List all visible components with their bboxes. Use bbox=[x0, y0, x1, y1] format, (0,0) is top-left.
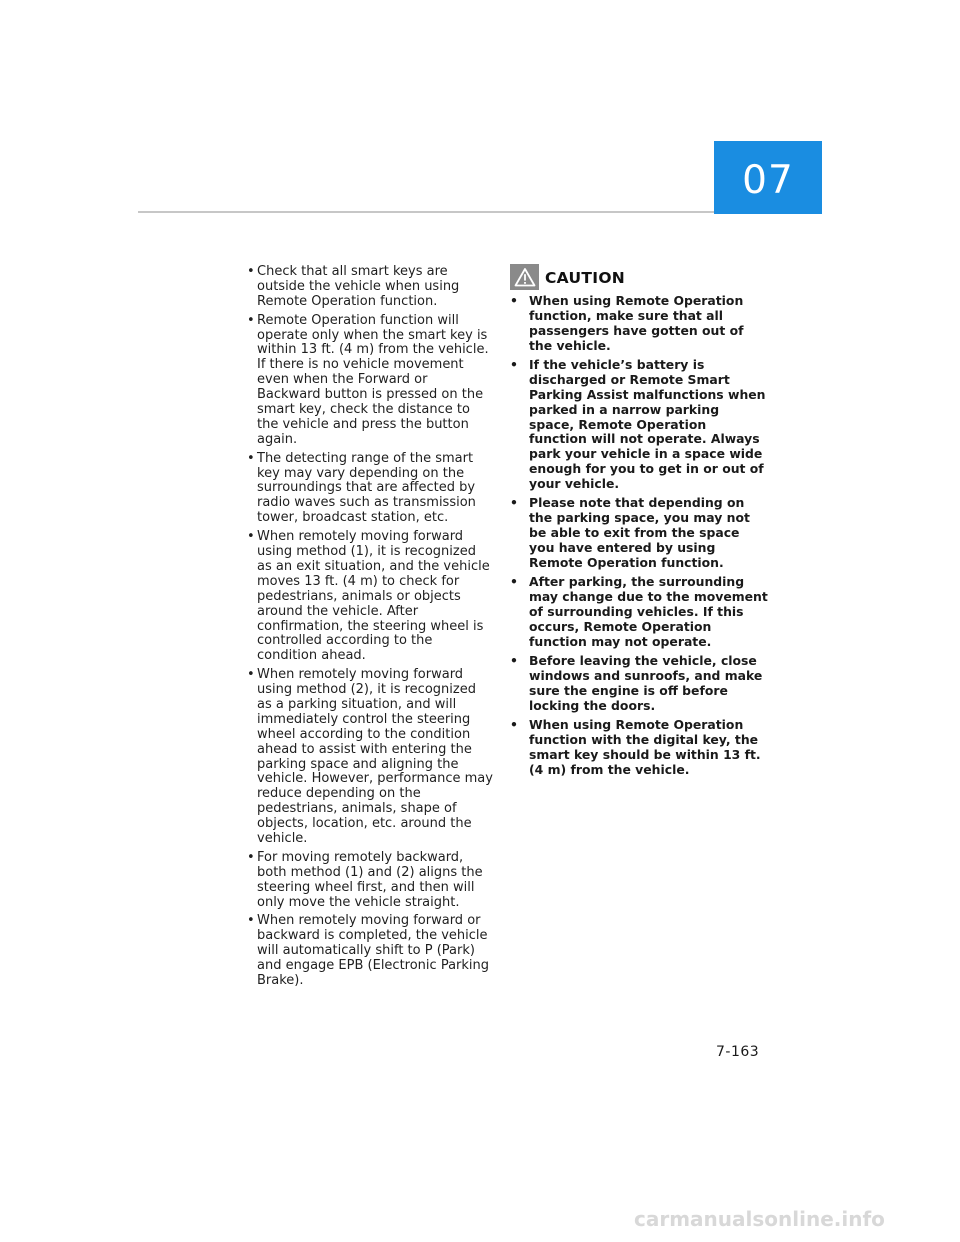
watermark: carmanualsonline.info bbox=[634, 1207, 885, 1231]
caution-item-text: If the vehicle’s battery is discharged or Remote Smart Parking Assist malfunctions when parked in a narrow parking space, Remote Operation function will not operate. Always park your vehicle in a space wide enough for you to get in or out of your vehicle. bbox=[529, 356, 766, 492]
bullet: • bbox=[247, 849, 255, 865]
list-item-text: The detecting range of the smart key may vary depending on the surroundings that are affected by radio waves such as transmission tower, broadcast station, etc. bbox=[257, 450, 476, 526]
caution-item-text: When using Remote Operation function, make sure that all passengers have gotten out of the vehicle. bbox=[529, 293, 744, 353]
caution-header bbox=[510, 264, 768, 290]
caution-item bbox=[510, 294, 768, 354]
bullet: • bbox=[510, 495, 518, 511]
list-item-text: When remotely moving forward using method (2), it is recognized as a parking situation, and will immediately control the steering wheel according to the condition ahead to assist with entering the parking space and aligning the vehicle. However, performance may reduce depending on the pedestrians, animals, shape of objects, location, etc. around the vehicle. bbox=[257, 667, 493, 847]
bullet: • bbox=[247, 913, 255, 929]
caution-title: CAUTION bbox=[545, 269, 626, 287]
list-item-text: Check that all smart keys are outside the vehicle when using Remote Operation function. bbox=[257, 264, 460, 309]
bullet: • bbox=[510, 716, 518, 732]
bullet: • bbox=[510, 356, 518, 372]
list-item-text: Remote Operation function will operate only when the smart key is within 13 ft. (4 m) from the vehicle. If there is no vehicle movement even when the Forward or Backward button is pressed on the smart key, check the distance to the vehicle and press the button again. bbox=[257, 312, 489, 447]
bullet: • bbox=[510, 293, 518, 308]
caution-item bbox=[510, 654, 768, 714]
bullet: • bbox=[510, 574, 518, 590]
list-item bbox=[247, 265, 493, 310]
list-item bbox=[247, 668, 493, 847]
list-item bbox=[247, 314, 493, 448]
caution-bullet-list bbox=[510, 294, 768, 778]
list-item bbox=[247, 530, 493, 664]
caution-item-text: Before leaving the vehicle, close windows and sunroofs, and make sure the engine is off before locking the doors. bbox=[529, 653, 763, 713]
caution-item-text: When using Remote Operation function with the digital key, the smart key should be within 13 ft. (4 m) from the vehicle. bbox=[529, 716, 761, 777]
caution-box bbox=[510, 264, 768, 782]
bullet: • bbox=[247, 450, 255, 466]
list-item-text: When remotely moving forward using method (1), it is recognized as an exit situation, and the vehicle moves 13 ft. (4 m) to check for pedestrians, animals or objects around the vehicle. After confirmation, the steering wheel is controlled according to the condition ahead. bbox=[257, 529, 490, 664]
bullet: • bbox=[247, 667, 255, 683]
page-number: 7-163 bbox=[716, 1044, 760, 1060]
caution-item bbox=[510, 358, 768, 492]
chapter-tab bbox=[714, 141, 822, 214]
chapter-number: 07 bbox=[742, 158, 794, 203]
caution-item-text: Please note that depending on the parking space, you may not be able to exit from the space you have entered by using Remote Operation function. bbox=[529, 495, 750, 570]
chapter-divider-line bbox=[138, 211, 714, 213]
list-item-text: For moving remotely backward, both method (1) and (2) aligns the steering wheel first, and then will only move the vehicle straight. bbox=[257, 849, 483, 910]
left-column-bullet-list bbox=[247, 265, 493, 993]
caution-item bbox=[510, 496, 768, 571]
list-item-text: When remotely moving forward or backward is completed, the vehicle will automatically shift to P (Park) and engage EPB (Electronic Parking Brake). bbox=[257, 913, 490, 989]
bullet: • bbox=[247, 264, 255, 279]
caution-item bbox=[510, 575, 768, 650]
bullet: • bbox=[247, 529, 255, 545]
list-item bbox=[247, 452, 493, 527]
warning-triangle-icon bbox=[510, 264, 539, 290]
bullet: • bbox=[510, 653, 518, 669]
list-item bbox=[247, 914, 493, 989]
list-item bbox=[247, 851, 493, 911]
caution-item-text: After parking, the surrounding may change due to the movement of surrounding vehicles. If this occurs, Remote Operation function may not operate. bbox=[529, 574, 768, 649]
caution-item bbox=[510, 718, 768, 778]
bullet: • bbox=[247, 312, 255, 328]
